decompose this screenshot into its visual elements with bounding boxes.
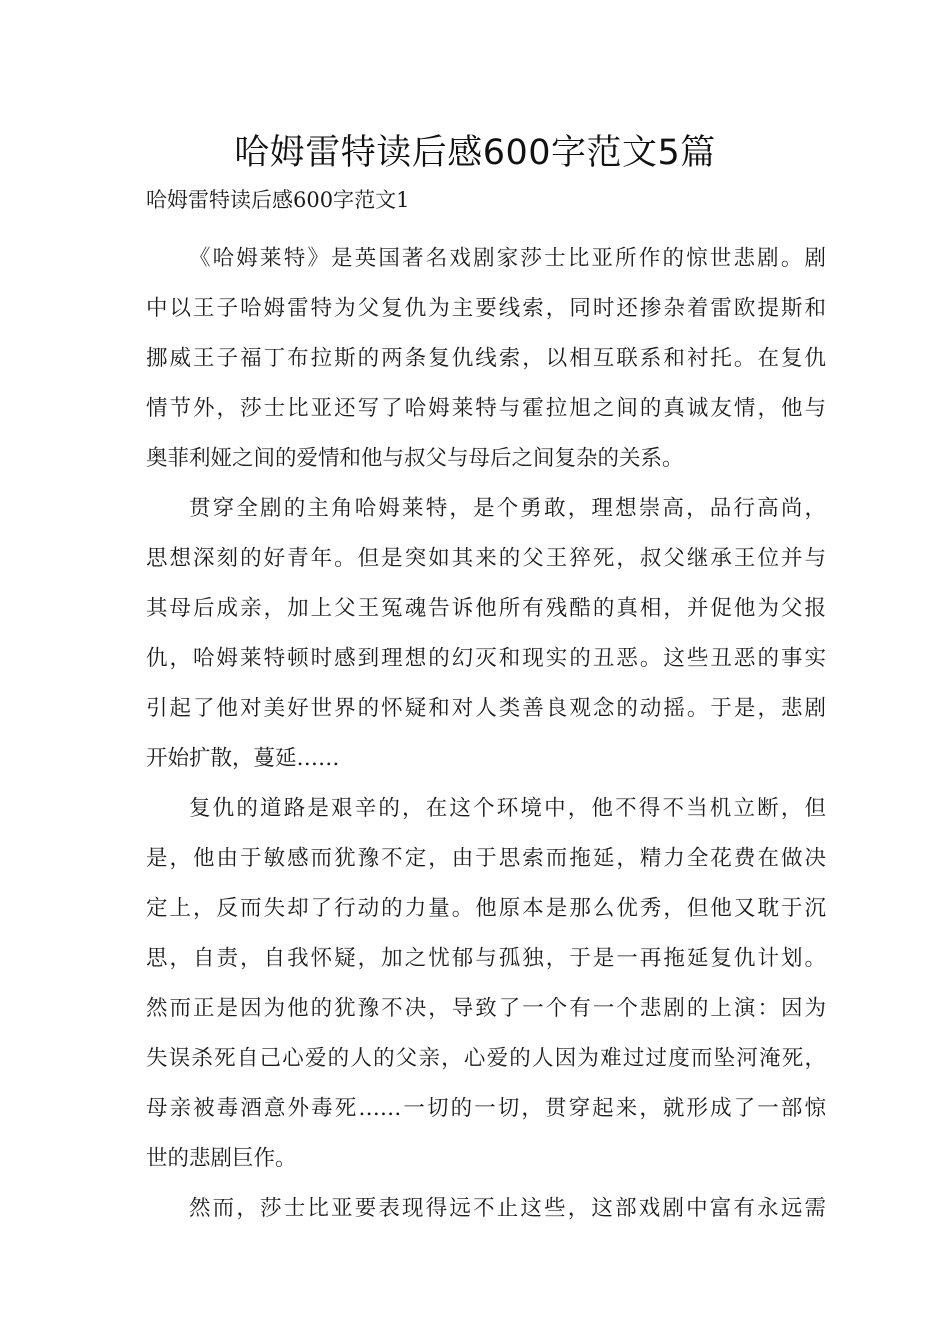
text-line: 世的悲剧巨作。: [146, 1146, 297, 1171]
document-body: [146, 234, 826, 1234]
text-line: 然而正是因为他的犹豫不决，导致了一个有一个悲剧的上演：因为: [146, 996, 826, 1021]
text-line: 思想深刻的好青年。但是突如其来的父王猝死，叔父继承王位并与: [146, 546, 826, 571]
text-line: 然而，莎士比亚要表现得远不止这些，这部戏剧中富有永远需: [189, 1196, 826, 1221]
text-line: 复仇的道路是艰辛的，在这个环境中，他不得不当机立断，但: [189, 796, 826, 821]
text-line: 贯穿全剧的主角哈姆莱特，是个勇敢，理想崇高，品行高尚，: [189, 496, 826, 521]
document-title: 哈姆雷特读后感600字范文5篇: [234, 133, 716, 173]
text-line: 奥菲利娅之间的爱情和他与叔父与母后之间复杂的关系。: [146, 446, 684, 471]
text-line: 思，自责，自我怀疑，加之忧郁与孤独，于是一再拖延复仇计划。: [146, 946, 826, 971]
paragraph-1: [146, 234, 826, 484]
text-line: 定上，反而失却了行动的力量。他原本是那么优秀，但他又耽于沉: [146, 896, 826, 921]
text-line: 中以王子哈姆雷特为父复仇为主要线索，同时还掺杂着雷欧提斯和: [146, 296, 826, 321]
text-line: 母亲被毒酒意外毒死……一切的一切，贯穿起来，就形成了一部惊: [146, 1096, 826, 1121]
text-line: 是，他由于敏感而犹豫不定，由于思索而拖延，精力全花费在做决: [146, 846, 826, 871]
text-line: 失误杀死自己心爱的人的父亲，心爱的人因为难过过度而坠河淹死，: [146, 1046, 826, 1071]
paragraph-2: [146, 484, 826, 784]
text-line: 《哈姆莱特》是英国著名戏剧家莎士比亚所作的惊世悲剧。剧: [189, 246, 826, 271]
text-line: 开始扩散，蔓延……: [146, 746, 340, 771]
text-line: 仇，哈姆莱特顿时感到理想的幻灭和现实的丑恶。这些丑恶的事实: [146, 646, 826, 671]
text-line: 情节外，莎士比亚还写了哈姆莱特与霍拉旭之间的真诚友情，他与: [146, 396, 826, 421]
text-line: 引起了他对美好世界的怀疑和对人类善良观念的动摇。于是，悲剧: [146, 696, 826, 721]
paragraph-4: [146, 1184, 826, 1234]
section-heading: 哈姆雷特读后感600字范文1: [146, 188, 410, 212]
paragraph-3: [146, 784, 826, 1184]
text-line: 挪威王子福丁布拉斯的两条复仇线索，以相互联系和衬托。在复仇: [146, 346, 826, 371]
text-line: 其母后成亲，加上父王冤魂告诉他所有残酷的真相，并促他为父报: [146, 596, 826, 621]
